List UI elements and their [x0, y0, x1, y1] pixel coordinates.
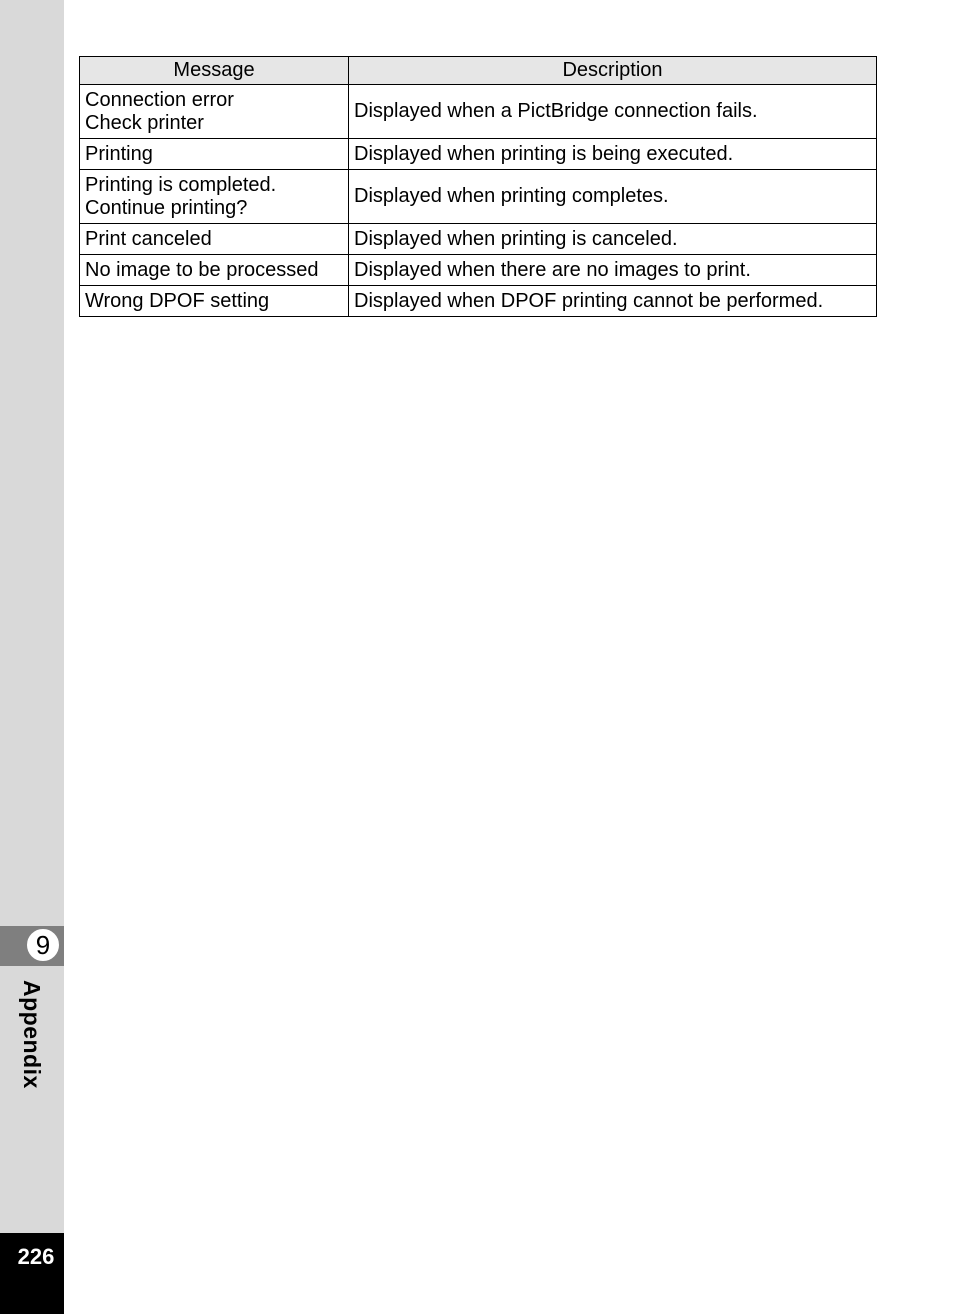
table-row: [80, 170, 877, 224]
message-cell: [80, 255, 349, 286]
message-line: Print canceled: [85, 227, 212, 250]
message-cell: [80, 85, 349, 139]
table-row: [80, 286, 877, 317]
message-line: Wrong DPOF setting: [85, 289, 270, 312]
description-cell: Displayed when DPOF printing cannot be performed.: [349, 286, 877, 317]
message-line: Printing is completed.: [85, 173, 277, 196]
message-line: Connection error: [85, 88, 234, 111]
message-cell: [80, 224, 349, 255]
chapter-number-badge: 9: [25, 927, 61, 963]
message-line: Check printer: [85, 111, 204, 134]
message-table: [79, 56, 877, 317]
chapter-title: Appendix: [19, 980, 45, 1089]
message-cell: [80, 139, 349, 170]
description-cell: Displayed when printing is canceled.: [349, 224, 877, 255]
description-cell: Displayed when printing is being executed.: [349, 139, 877, 170]
message-line: Continue printing?: [85, 196, 248, 219]
table-row: [80, 85, 877, 139]
description-cell: Displayed when there are no images to print.: [349, 255, 877, 286]
message-cell: [80, 286, 349, 317]
table-row: [80, 255, 877, 286]
table-row: [80, 224, 877, 255]
column-header-message: Message: [80, 57, 349, 85]
description-cell: Displayed when printing completes.: [349, 170, 877, 224]
message-cell: [80, 170, 349, 224]
description-cell: Displayed when a PictBridge connection fails.: [349, 85, 877, 139]
table-row: [80, 139, 877, 170]
column-header-description: Description: [349, 57, 877, 85]
page-number: 226: [17, 1244, 55, 1269]
table-header-row: [80, 57, 877, 85]
message-line: Printing: [85, 142, 153, 165]
message-line: No image to be processed: [85, 258, 319, 281]
sidebar: [0, 0, 64, 1314]
